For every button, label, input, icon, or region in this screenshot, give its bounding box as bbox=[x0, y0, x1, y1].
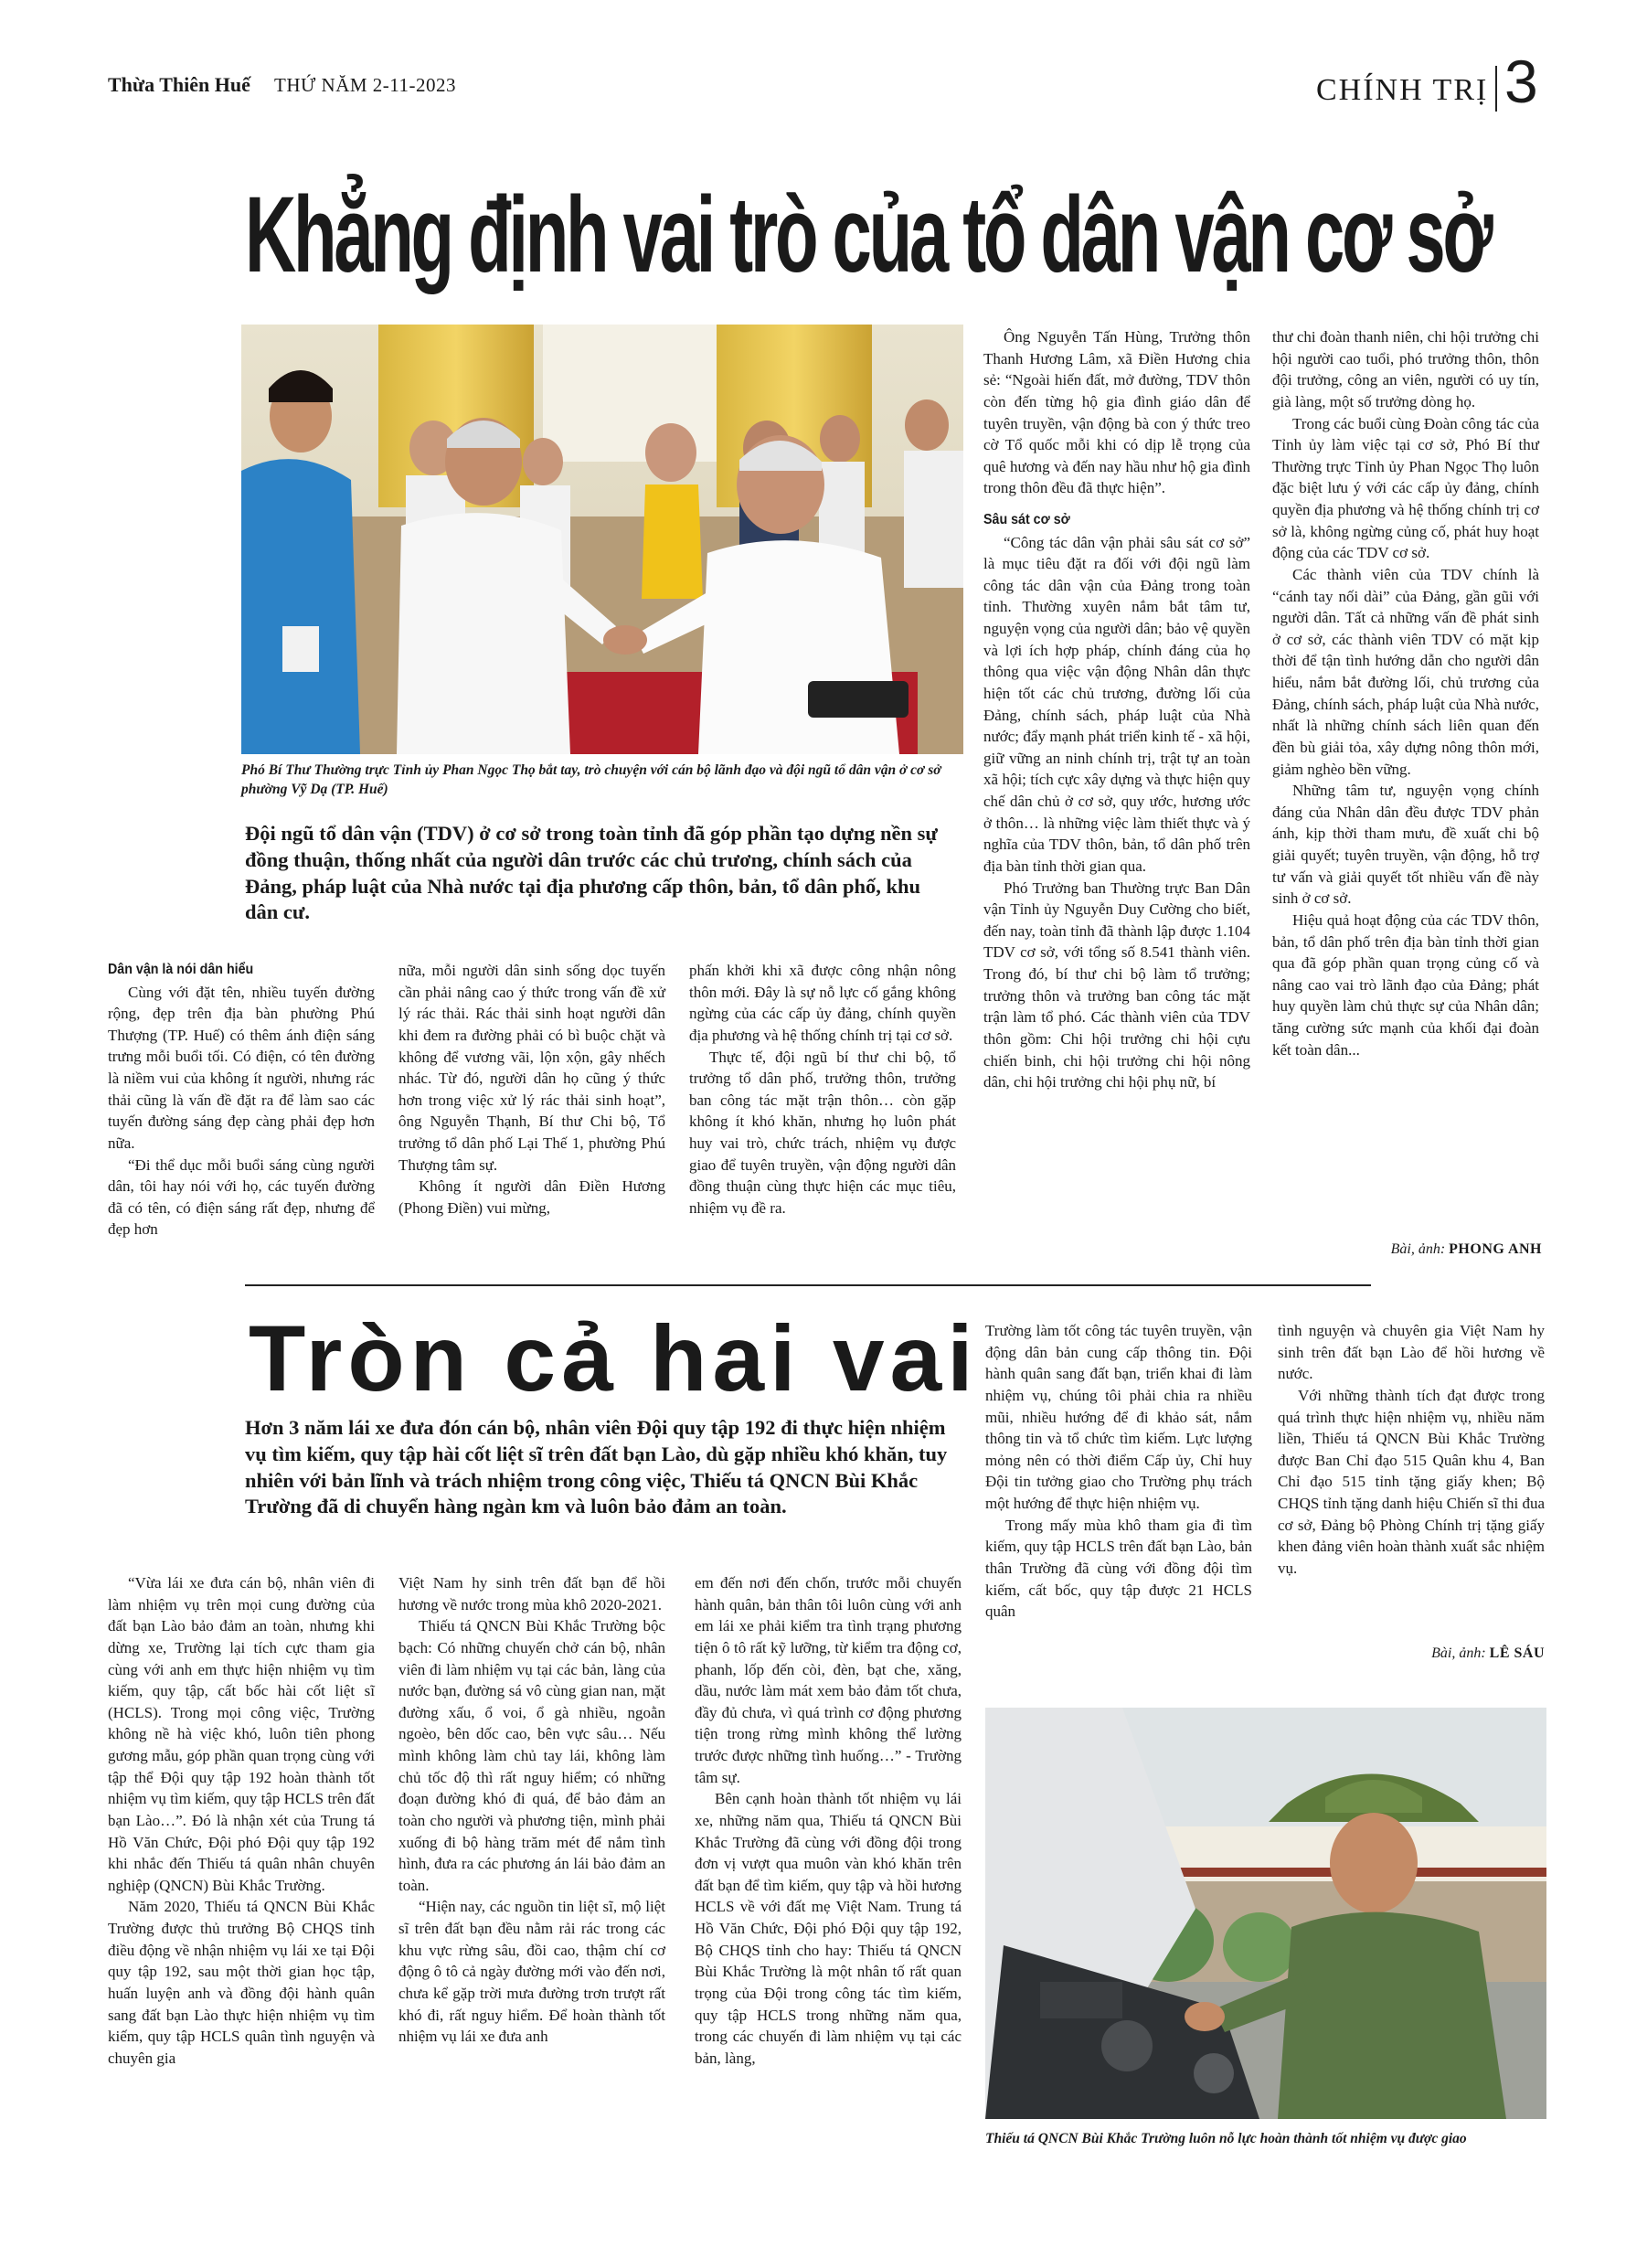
article1-col5-p2: Trong các buổi cùng Đoàn công tác của Tỉnh ủy làm việc tại cơ sở, Phó Bí thư Thường trực Tỉnh ủy Phan Ngọc Thọ luôn đặc biệt lưu ý với các cấp ủy đảng, chính quyền địa phương và hệ thống chính trị cơ sở là, không ngừng củng cố, phát huy hoạt động của các TDV cơ sở. bbox=[1272, 414, 1539, 562]
article1-photo-caption: Phó Bí Thư Thường trực Tỉnh ủy Phan Ngọc Thọ bắt tay, trò chuyện với cán bộ lãnh đạo và đội ngũ tổ dân vận ở cơ sở phường Vỹ Dạ (TP. Huế) bbox=[241, 762, 941, 797]
article2-col2-p1: Việt Nam hy sinh trên đất bạn để hồi hương về nước trong mùa khô 2020-2021. bbox=[398, 1574, 665, 1613]
article1-col2-p1: nữa, mỗi người dân sinh sống dọc tuyến cần phải nâng cao ý thức trong vấn đề xử lý rác thải. Rác thải sinh hoạt người dân khi đem ra đường phải có bì buộc chặt và không để vương vãi, lộn xộn, gây nhếch nhác. Từ đó, người dân họ cũng ý thức hơn trong việc xử lý rác thải sinh hoạt”, ông Nguyễn Thạnh, Bí thư Chi bộ, Tổ trưởng tổ dân phố Lại Thế 1, phường Phú Thượng tâm sự. bbox=[398, 962, 665, 1174]
article1-col3-p1: phấn khởi khi xã được công nhận nông thôn mới. Đây là sự nỗ lực cố gắng không ngừng của các cấp ủy đảng, chính quyền địa phương và hệ thống chính trị tại cơ sở. bbox=[689, 962, 956, 1044]
article2-headline: Tròn cả hai vai bbox=[249, 1306, 979, 1411]
article2-photo-caption: Thiếu tá QNCN Bùi Khắc Trường luôn nỗ lực hoàn thành tốt nhiệm vụ được giao bbox=[985, 2131, 1467, 2146]
article2-col4-p1: Trường làm tốt công tác tuyên truyền, vận động dân bản cung cấp thông tin. Đội hành quân sang đất bạn, triển khai đi làm nhiệm vụ, chúng tôi phải chia ra nhiều mũi, nhiều hướng để đi khảo sát, nắm thông tin và tổ chức tìm kiếm. Lực lượng mỏng nên có thời điểm Cấp ủy, Chỉ huy Đội tin tưởng giao cho Trường phụ trách một hướng để thực hiện nhiệm vụ. bbox=[985, 1322, 1252, 1512]
article1-col3 bbox=[689, 960, 956, 1219]
article2-col2-p3: “Hiện nay, các nguồn tin liệt sĩ, mộ liệt sĩ trên đất bạn đều nằm rải rác trong các khu vực rừng sâu, đồi cao, thậm chí cơ động ô tô cả ngày đường mới vào đến nơi, chưa kể gặp trời mưa đường trơn trượt rất khó đi, rất nguy hiểm. Để hoàn thành tốt nhiệm vụ lái xe đưa anh bbox=[398, 1898, 665, 2046]
article1-col5-p4: Những tâm tư, nguyện vọng chính đáng của Nhân dân đều được TDV phản ánh, kịp thời tham mưu, đề xuất chi bộ giải quyết; tuyên truyền, vận động, hỗ trợ tư vấn và giải quyết tốt nhiều vấn đề này sinh ở cơ sở. bbox=[1272, 782, 1539, 908]
page-number: 3 bbox=[1504, 48, 1538, 115]
article2-col2-p2: Thiếu tá QNCN Bùi Khắc Trường bộc bạch: Có những chuyến chở cán bộ, nhân viên đi làm nhiệm vụ tại các bản, làng của nước bạn, đường sá vô cùng gian nan, mặt đường xấu, ổ voi, ổ gà nhiều, ngoằn ngoèo, bên dốc cao, bên vực sâu… Nếu mình không làm chủ tay lái, không làm chủ tốc độ thì rất nguy hiểm; có những đoạn đường khó đi quá, để bảo đảm an toàn cho người và phương tiện, mình phải xuống đi bộ hàng trăm mét để nắm tình hình, đưa ra các phương án lái bảo đảm an toàn. bbox=[398, 1617, 665, 1894]
article1-byline bbox=[1272, 1241, 1542, 1258]
article2-col5-p2: Với những thành tích đạt được trong quá trình thực hiện nhiệm vụ, nhiều năm liền, Thiếu tá QNCN Bùi Khắc Trường được Ban Chỉ đạo 515 Quân khu 4, Ban Chỉ đạo 515 tỉnh tặng giấy khen; Bộ CHQS tỉnh tặng danh hiệu Chiến sĩ thi đua cơ sở, Đảng bộ Phòng Chính trị tặng giấy khen đảng viên hoàn thành xuất sắc nhiệm vụ. bbox=[1278, 1386, 1545, 1577]
article2-byline-label: Bài, ảnh: bbox=[1431, 1645, 1486, 1661]
article1-col2-p2: Không ít người dân Điền Hương (Phong Điền) vui mừng, bbox=[398, 1177, 665, 1217]
article1-col4-p3: Phó Trưởng ban Thường trực Ban Dân vận Tỉnh ủy Nguyễn Duy Cường cho biết, đến nay, toàn tỉnh đã thành lập được 1.104 TDV cơ sở, với tổng số 8.541 thành viên. Trong đó, bí thư chi bộ làm tổ trưởng; trưởng thôn và trưởng ban công tác mặt trận làm tổ phó. Các thành viên của TDV thôn gồm: Chi hội trưởng chi hội cựu chiến binh, chi hội trưởng chi hội nông dân, chi hội trưởng chi hội phụ nữ, bí bbox=[983, 878, 1250, 1091]
article1-col4-p2: “Công tác dân vận phải sâu sát cơ sở” là mục tiêu đặt ra đối với đội ngũ làm công tác dân vận của Đảng trong toàn tỉnh. Thường xuyên nắm bắt tâm tư, nguyện vọng của người dân; bảo vệ quyền và lợi ích hợp pháp, chính đáng của họ thông qua việc vận động Nhân dân thực hiện tốt các chủ trương, đường lối của Đảng, chính sách, pháp luật của Nhà nước; đẩy mạnh phát triển kinh tế - xã hội, giữ vững an ninh chính trị, trật tự an toàn xã hội; tích cực xây dựng và thực hiện quy chế dân chủ ở cơ sở, quy ước, hương ước ở thôn… là những việc làm thiết thực và ý nghĩa của TDV thôn, bản, tổ dân phố trên địa bàn tỉnh thời gian qua. bbox=[983, 533, 1250, 875]
article1-col3-p2: Thực tế, đội ngũ bí thư chi bộ, tổ trưởng tổ dân phố, trưởng thôn, trưởng ban công tác mặt trận thôn… còn gặp không ít khó khăn, nhưng họ luôn phát huy vai trò, chức trách, nhiệm vụ được giao để tuyên truyền, vận động người dân đồng thuận cùng thực hiện các mục tiêu, nhiệm vụ đề ra. bbox=[689, 1048, 956, 1217]
article1-col5-p1: thư chi đoàn thanh niên, chi hội trưởng chi hội người cao tuổi, phó trưởng thôn, thôn đội trưởng, công an viên, người có uy tín, già làng, một số trưởng dòng họ. bbox=[1272, 328, 1539, 410]
article1-subhead2: Sâu sát cơ sở bbox=[983, 512, 1070, 527]
article2-col3 bbox=[695, 1572, 962, 2069]
section-name: CHÍNH TRỊ bbox=[1316, 73, 1489, 107]
article2-photo bbox=[985, 1708, 1546, 2119]
article-divider bbox=[245, 1284, 1371, 1286]
article1-lead: Đội ngũ tổ dân vận (TDV) ở cơ sở trong toàn tỉnh đã góp phần tạo dựng nền sự đồng thuận, thống nhất của người dân trước các chủ trương, chính sách của Đảng, pháp luật của Nhà nước tại địa phương cấp thôn, bản, tổ dân phố, khu dân cư. bbox=[245, 822, 938, 924]
article2-col1-p2: Năm 2020, Thiếu tá QNCN Bùi Khắc Trường được thủ trưởng Bộ CHQS tỉnh điều động về nhận nhiệm vụ lái xe tại Đội quy tập 192, sau một thời gian học tập, huấn luyện anh và đồng đội hành quân sang đất bạn Lào thực hiện nhiệm vụ tìm kiếm, quy tập HCLS quân tình nguyện và chuyên gia bbox=[108, 1898, 375, 2067]
article2-col5 bbox=[1278, 1320, 1545, 1580]
article2-col5-p1: tình nguyện và chuyên gia Việt Nam hy sinh trên đất bạn Lào để hồi hương về nước. bbox=[1278, 1322, 1545, 1383]
article1-col1-p2: “Đi thể dục mỗi buổi sáng cùng người dân, tôi hay nói với họ, các tuyến đường đã có tên, có điện sáng rất đẹp, nhưng để đẹp hơn bbox=[108, 1155, 375, 1239]
article1-subhead1: Dân vận là nói dân hiểu bbox=[108, 962, 254, 977]
article1-col4 bbox=[983, 326, 1250, 1093]
handshake-photo-illustration bbox=[241, 325, 963, 754]
article2-lead: Hơn 3 năm lái xe đưa đón cán bộ, nhân viên Đội quy tập 192 đi thực hiện nhiệm vụ tìm kiếm, quy tập hài cốt liệt sĩ trên đất bạn Lào, dù gặp nhiều khó khăn, tuy nhiên với bản lĩnh và trách nhiệm trong công việc, Thiếu tá QNCN Bùi Khắc Trường đã di chuyển hàng ngàn km và luôn bảo đảm an toàn. bbox=[245, 1416, 948, 1518]
article1-headline: Khẳng định vai trò của tổ dân vận cơ sở bbox=[245, 175, 1491, 295]
article2-byline bbox=[1278, 1645, 1545, 1662]
article1-col1 bbox=[108, 960, 375, 1240]
article1-col1-p1: Cùng với đặt tên, nhiều tuyến đường rộng, đẹp trên địa bàn phường Phú Thượng (TP. Huế) có thêm ánh điện sáng trưng mỗi buổi tối. Có điện, có tên đường là niềm vui của không ít người, nhưng rác thải cũng là vấn đề đặt ra để làm sao các tuyến đường sáng đẹp càng phải đẹp hơn nữa. bbox=[108, 983, 375, 1152]
article1-col4-p1: Ông Nguyễn Tấn Hùng, Trưởng thôn Thanh Hương Lâm, xã Điền Hương chia sẻ: “Ngoài hiến đất, mở đường, TDV thôn còn đến từng hộ gia đình giáo dân để tuyên truyền, vận động bà con ý thức treo cờ Tổ quốc mỗi khi có dịp lễ trọng của quê hương và đến nay hầu như hộ gia đình trong thôn đều đã thực hiện”. bbox=[983, 328, 1250, 497]
article2-col2 bbox=[398, 1572, 665, 2048]
article1-col5-p3: Các thành viên của TDV chính là “cánh tay nối dài” của Đảng, gần gũi với người dân. Tất cả những vấn đề phát sinh ở cơ sở, các thành viên TDV có mặt kịp thời để tận tình hướng dẫn cho người dân hiểu, nắm bắt đường lối, chủ trương của Đảng, chính sách, pháp luật của Nhà nước, nhất là những chính sách liên quan đến đền bù giải tỏa, xây dựng nông thôn mới, giảm nghèo bền vững. bbox=[1272, 565, 1539, 778]
article1-byline-label: Bài, ảnh: bbox=[1390, 1241, 1446, 1257]
article1-col2 bbox=[398, 960, 665, 1219]
article2-col3-p1: em đến nơi đến chốn, trước mỗi chuyến hành quân, bản thân tôi luôn cùng với anh em lái xe phải kiểm tra tình trạng phương tiện ô tô rất kỹ lưỡng, từ kiểm tra động cơ, phanh, lốp đến còi, đèn, bạt che, xăng, dầu, nước làm mát xem bảo đảm tốt chưa, đầy đủ chưa, vì quá trình cơ động phương tiện trong rừng mình không thể lường trước được những tình huống…” - Trường tâm sự. bbox=[695, 1574, 962, 1786]
paper-name: Thừa Thiên Huế bbox=[108, 73, 250, 96]
article2-byline-name: LÊ SÁU bbox=[1489, 1645, 1545, 1661]
article2-col4 bbox=[985, 1320, 1252, 1623]
article2-col1 bbox=[108, 1572, 375, 2069]
article1-photo bbox=[241, 325, 963, 754]
engine-check-photo-illustration bbox=[985, 1708, 1546, 2119]
issue-date: THỨ NĂM 2-11-2023 bbox=[274, 74, 456, 96]
article2-col4-p2: Trong mấy mùa khô tham gia đi tìm kiếm, quy tập HCLS trên đất bạn Lào, bản thân Trường đã cùng với đồng đội tìm kiếm, cất bốc, quy tập được 21 HCLS quân bbox=[985, 1516, 1252, 1621]
masthead-divider bbox=[1495, 66, 1497, 112]
article2-col1-p1: “Vừa lái xe đưa cán bộ, nhân viên đi làm nhiệm vụ trên mọi cung đường của đất bạn Lào bảo đảm an toàn, nhưng khi dừng xe, Trường lại tích cực tham gia cùng với anh em thực hiện nhiệm vụ tìm kiếm, quy tập, cất bốc hài cốt liệt sĩ (HCLS). Trong mọi công việc, Trường không nề hà việc khó, luôn tiên phong gương mẫu, góp phần quan trọng cùng với tập thể Đội quy tập 192 hoàn thành tốt nhiệm vụ tìm kiếm, quy tập HCLS trên đất bạn Lào…”. Đó là nhận xét của Trung tá Hồ Văn Chức, Đội phó Đội quy tập 192 khi nhắc đến Thiếu tá quân nhân chuyên nghiệp (QNCN) Bùi Khắc Trường. bbox=[108, 1574, 375, 1894]
article1-byline-name: PHONG ANH bbox=[1449, 1241, 1542, 1257]
article1-col5-p5: Hiệu quả hoạt động của các TDV thôn, bản, tổ dân phố trên địa bàn tỉnh thời gian qua đã góp phần quan trọng củng cố và nâng cao vai trò lãnh đạo của Đảng; phát huy quyền làm chủ thực sự của Nhân dân; tăng cường sức mạnh của khối đại đoàn kết toàn dân... bbox=[1272, 910, 1539, 1059]
article2-col3-p2: Bên cạnh hoàn thành tốt nhiệm vụ lái xe, những năm qua, Thiếu tá QNCN Bùi Khắc Trường đã cùng với đồng đội trong đơn vị vượt qua muôn vàn khó khăn trên đất bạn để tìm kiếm, quy tập và hồi hương HCLS về với đất mẹ Việt Nam. Trung tá Hồ Văn Chức, Đội phó Đội quy tập 192, Bộ CHQS tỉnh cho hay: Thiếu tá QNCN Bùi Khắc Trường là một nhân tố rất quan trọng của Đội trong công tác tìm kiếm, quy tập HCLS trong những năm qua, trong các chuyến đi làm nhiệm vụ tại các bản, làng, bbox=[695, 1790, 962, 2067]
article1-col5 bbox=[1272, 326, 1539, 1060]
